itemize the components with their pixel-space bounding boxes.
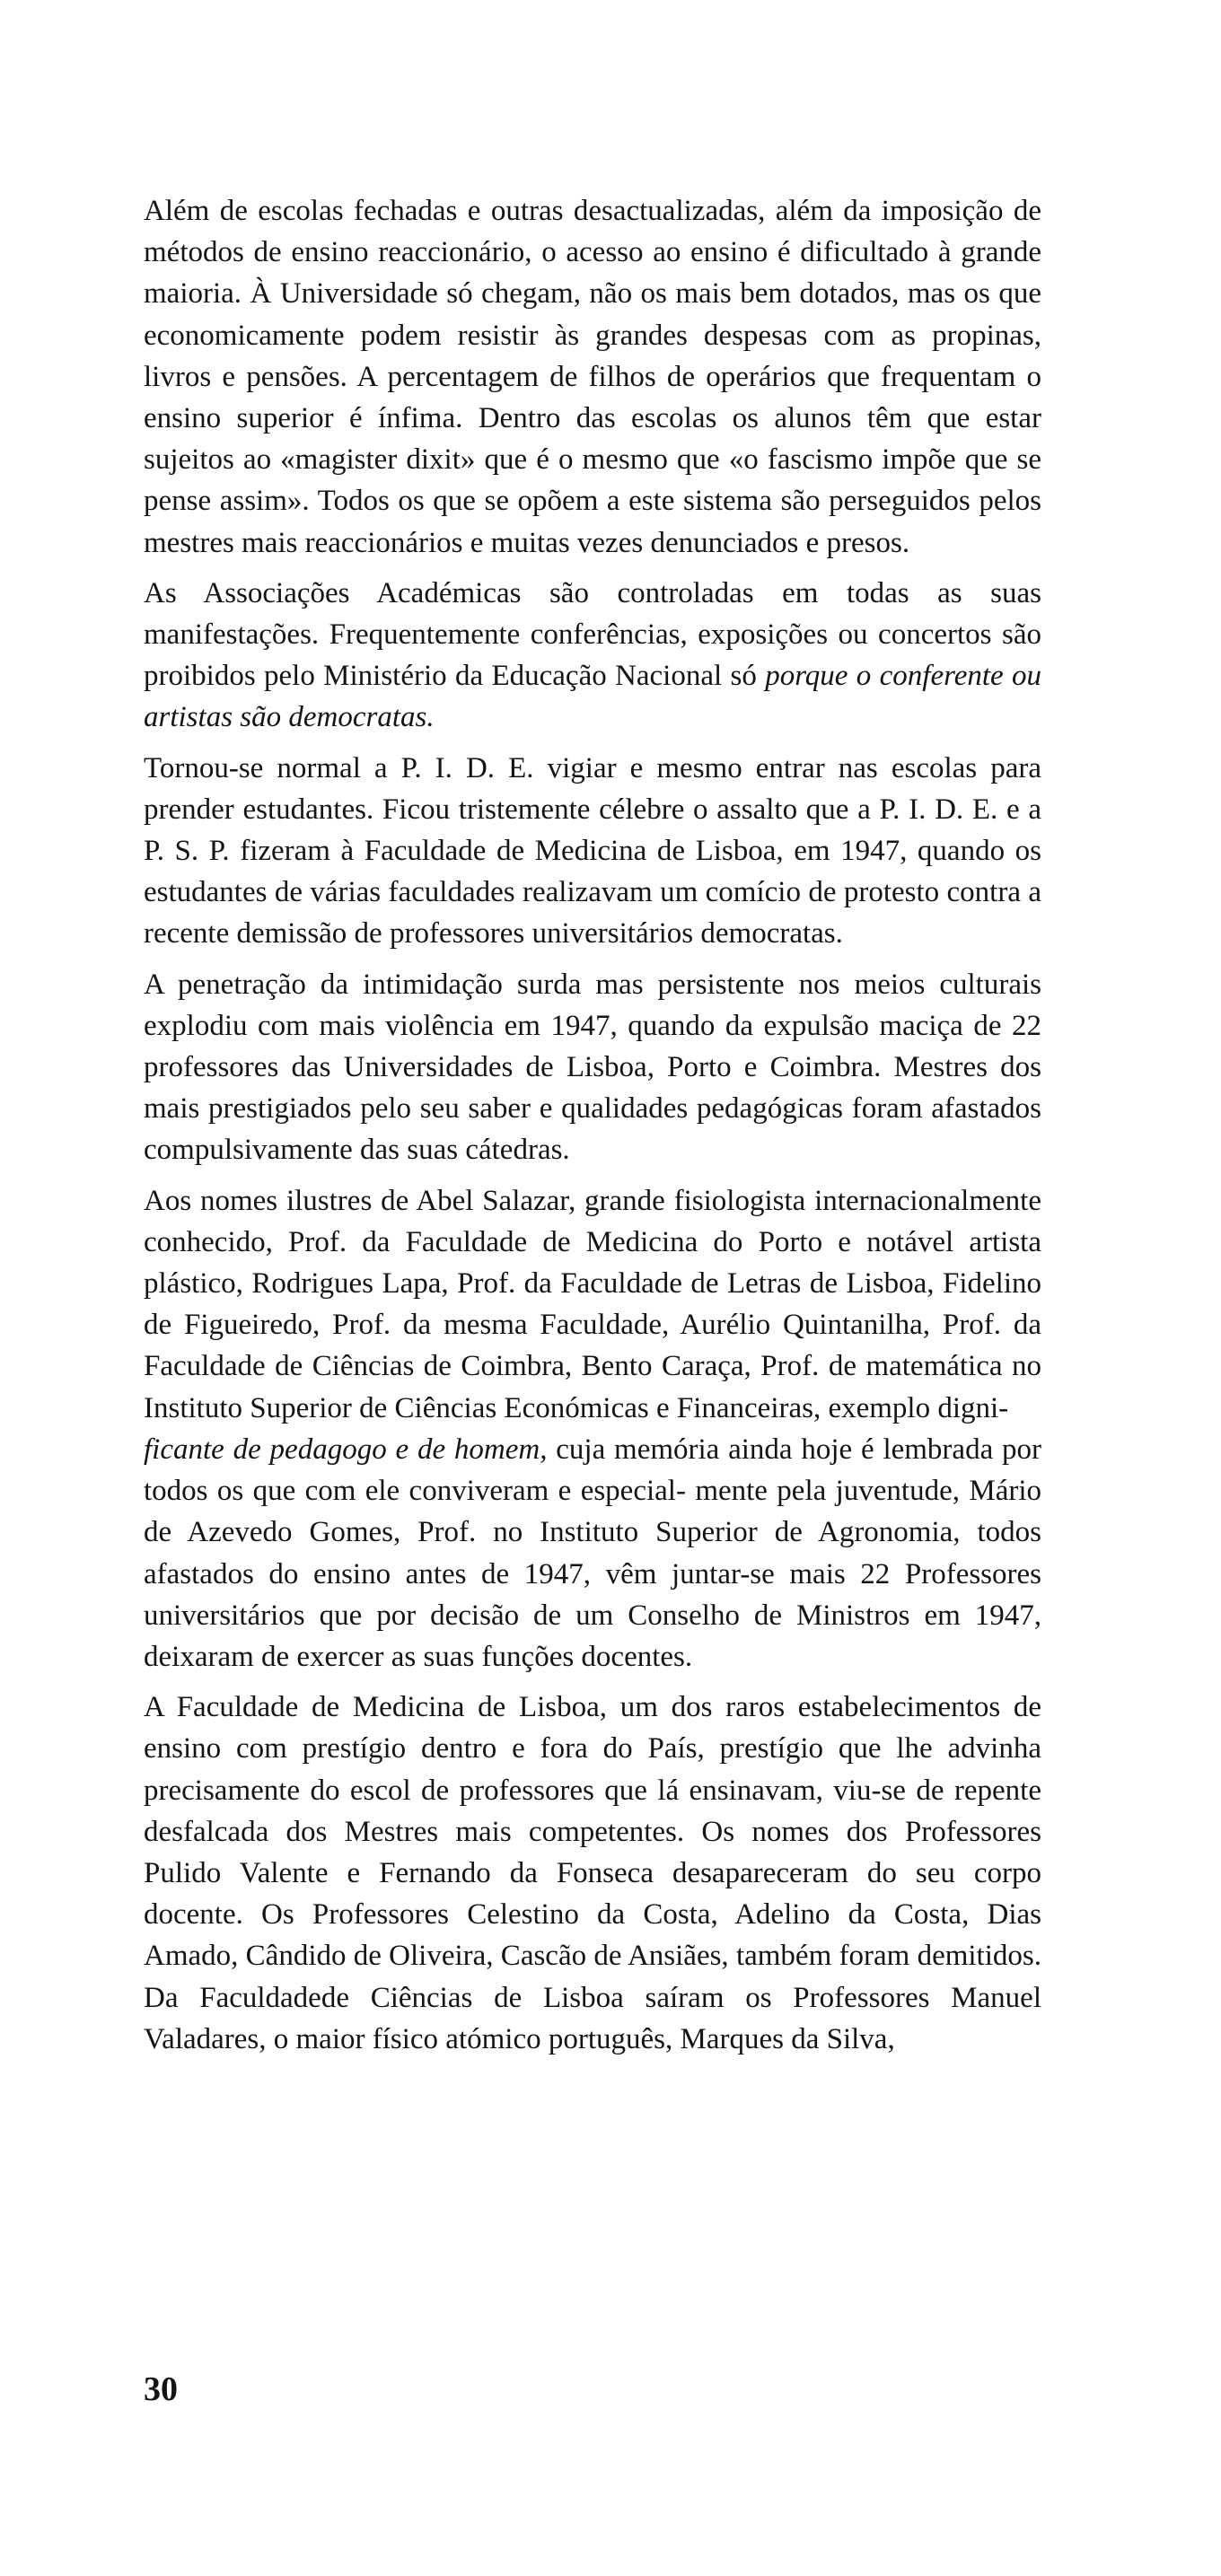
paragraph-5-text: Aos nomes ilustres de Abel Salazar, grande fisiologista internacionalmente conhecido, Prof. da Faculdade de Medicina do Porto e notável artista plástico, Rodrigues Lapa, Prof. da Faculdade de Letras de Lisboa, Fidelino de Figueiredo, Prof. da mesma Faculdade, Aurélio Quintanilha, Prof. da Faculdade de Ciências de Coimbra, Bento Caraça, Prof. de matemática no Instituto Superior de Ciências Económicas e Financeiras, exemplo digni- [144,1184,1041,1424]
paragraph-3 [144,748,1041,955]
paragraph-6 [144,1687,1041,2060]
page-number: 30 [144,2370,178,2408]
paragraph-5-end: mente pela juventude, Mário de Azevedo Gomes, Prof. no Instituto Superior de Agronomia, todos afastados do ensino antes de 1947, vêm juntar-se mais 22 Professores universitários que por decisão de um Conselho de Ministros em 1947, deixaram de exercer as suas funções docentes. [144,1475,1042,1673]
body-text [144,190,1041,2069]
paragraph-5-italic: ficante de pedagogo e de homem, [144,1433,548,1466]
paragraph-6-text: A Faculdade de Medicina de Lisboa, um dos raros estabelecimentos de ensino com prestígio dentro e fora do País, prestígio que lhe advinha precisamente do escol de professores que lá ensinavam, viu-se de repente desfalcada dos Mestres mais competentes. Os nomes dos Professores Pulido Valente e Fernando da Fonseca desapareceram do seu corpo docente. Os Professores Celestino da Costa, Adelino da Costa, Dias Amado, Cândido de Oliveira, Cascão de Ansiães, também foram demitidos. Da Faculdadede Ciências de Lisboa saíram os Professores Manuel Valadares, o maior físico atómico português, Marques da Silva, [144,1691,1041,2055]
paragraph-4-text: A penetração da intimidação surda mas persistente nos meios culturais explodiu com mais violência em 1947, quando da expulsão maciça de 22 professores das Universidades de Lisboa, Porto e Coimbra. Mestres dos mais prestigiados pelo seu saber e qualidades pedagógicas foram afastados compulsivamente das suas cátedras. [144,968,1041,1167]
paragraph-4 [144,964,1041,1171]
paragraph-3-text: Tornou-se normal a P. I. D. E. vigiar e mesmo entrar nas escolas para prender estudantes. Ficou tristemente célebre o assalto que a P. I. D. E. e a P. S. P. fizeram à Faculdade de Medicina de Lisboa, em 1947, quando os estudantes de várias faculdades realizavam um comício de protesto contra a recente demissão de professores universitários democratas. [144,751,1041,951]
paragraph-1 [144,190,1041,564]
paragraph-1-text: Além de escolas fechadas e outras desactualizadas, além da imposição de métodos de ensino reaccionário, o acesso ao ensino é dificultado à grande maioria. À Universidade só chegam, não os mais bem dotados, mas os que economicamente podem resistir às grandes despesas com as propinas, livros e pensões. A percentagem de filhos de operários que frequentam o ensino superior é ínfima. Dentro das escolas os alunos têm que estar sujeitos ao «magister dixit» que é o mesmo que «o fascismo impõe que se pense assim». Todos os que se opõem a este sistema são perseguidos pelos mestres mais reaccionários e muitas vezes denunciados e presos. [144,195,1041,559]
paragraph-5 [144,1180,1041,1678]
paragraph-2 [144,573,1041,739]
paragraph-2-italic: porque o conferente ou artistas são democratas. [144,660,1042,734]
paragraph-5-tail: cuja memória ainda hoje é lembrada por todos os que com ele conviveram e especial- [144,1433,1042,1508]
paragraph-2-text: As Associações Académicas são controladas em todas as suas manifestações. Frequentemente conferências, exposições ou concertos são proibidos pelo Ministério da Educação Nacional só [144,576,1041,693]
